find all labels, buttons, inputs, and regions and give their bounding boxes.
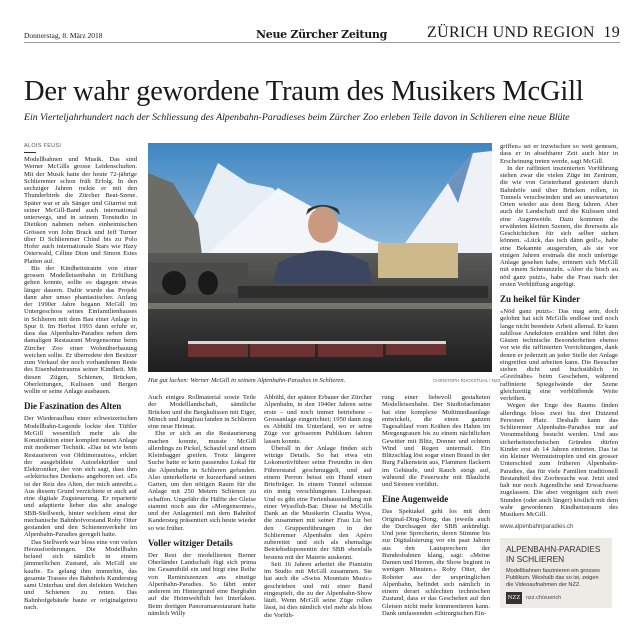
newspaper-logo: Neue Zürcher Zeitung bbox=[256, 28, 387, 41]
paragraph: Der Rest der modellierten Berner Oberländer Landschaft fügt sich prima ins Gesamtbild ein und birgt eine Reihe von Reminiszenzen ans einstige Alpenbahn-Paradies. So fährt unter anderem im Hintergrund eine Bergbahn auf die Heimwehfluh bei Interlaken. Beim dortigen Panoramarestaurant hatte nämlich Willy bbox=[148, 551, 256, 617]
promo-title-line: ALPENBAHN-PARADIES bbox=[506, 543, 601, 554]
issue-date: Donnerstag, 8. März 2018 bbox=[24, 31, 103, 40]
paragraph: Das Stellwerk war bloss eine von vielen Herausforderungen. Die Modellbahn befand sich nämlich in einem jämmerlichen Zustand, als McGill sie kaufte. Es gelang ihm immerhin, das gesamte Trassee des Bahnhofs Kandersteg samt Unterbau und den defekten Weichen und Schienen zu retten. Das Bahnhofgebäude baute er originalgetreu nach. bbox=[24, 538, 137, 611]
byline: ALOIS FEUSI bbox=[24, 143, 62, 149]
paragraph: Das Spektakel geht los mit dem Original-Ding-Dong, das jeweils auch die Durchsagen der SBB ankündigt. Und jene Sprecherin, deren Stimme bis zur Digitalisierung vor ein paar Jahren aus den Lautsprechern der Bundesbahnen klang, sagt: «Meine Damen und Herren, die Show beginnt in wenigen Minuten.» Roby Otter, der Roboter aus der ursprünglichen Alpenbahn, befindet sich nämlich in einem derart schlechten technischen Zustand, dass er das Geschehen auf den Gleisen nicht mehr kommentieren kann. Dank umfassenden «chirurgischen Ein- bbox=[382, 508, 490, 617]
video-promo-box[interactable] bbox=[500, 538, 612, 608]
promo-title-line: IN SCHLIEREN bbox=[506, 553, 565, 564]
paragraph: rung einer liebevoll gestalteten Modelleisenbahn. Der Studiofachmann hat eine komplexe Multimediaanlage entwickelt, die einen ganzen Tagesablauf vom Krähen des Hahns im Morgengrauen bis zu einem nächtlichen Gewitter mit Blitz, Donner und echtem Wind und Regen untermalt. Ein Blitzschlag löst sogar einen Brand in der Burg Falkenstein aus, Flammen flackern im Gebäude, und Rauch steigt auf, während die Feuerwehr mit Blaulicht und Sirenen vorfährt. bbox=[382, 394, 490, 488]
article-column-2 bbox=[148, 394, 256, 617]
subheading: Eine Augenweide bbox=[382, 494, 449, 505]
paragraph: griffen» sei er inzwischen so weit genesen, dass er in absehbarer Zeit auch hier in Erscheinung treten werde, sagt McGill. bbox=[500, 143, 618, 165]
promo-link[interactable]: nzz.ch/zuerich bbox=[526, 594, 562, 601]
article-subtitle: Ein Vierteljahrhundert nach der Schliessung des Alpenbahn-Paradieses beim Zürcher Zoo erleben Teile davon in Schlieren eine neue Blüte bbox=[24, 112, 570, 123]
paragraph: Auch einiges Rollmaterial sowie Teile der Modelllandschaft, sämtliche Brücken und die Bergkulissen mit Eiger, Mönch und Jungfrau fanden in Schlieren eine neue Heimat. bbox=[148, 394, 256, 430]
article-title: Der wahr gewordene Traum des Musikers McGill bbox=[24, 76, 584, 107]
byline-rule bbox=[24, 152, 36, 153]
page-number: 19 bbox=[603, 24, 620, 41]
subheading: Voller witziger Details bbox=[148, 537, 233, 548]
paragraph: Seit 16 Jahren arbeitet die Pianistin im Studio mit McGill zusammen. Sie hat auch die «Swiss Mountain Music» geschrieben und mit einer Band eingespielt, die zu der Alpenbahn-Show läuft. Wenn McGill seine Züge rollen lässt, ist dies nämlich viel mehr als bloss die Vorfüh- bbox=[264, 560, 372, 619]
website-link[interactable]: www.alpenbahnparadies.ch bbox=[500, 524, 574, 531]
paragraph: Modellbahnen und Musik. Das sind Werner McGills grosse Leidenschaften. Mit der Musik hatte der heute 72-jährige Schlieremer schon früh Erfolg. In den sechziger Jahren rockte er mit den Thunderbirds die Zürcher Beat-Szene. Später war er als Sänger und Gitarrist mit seiner McGill-Band auch international unterwegs, und in seinem Tonstudio in Dietikon nahmen neben einheimischen Grössen von John Brack und Jeff Turner über D Schlieremer Chind bis zu Polo Hofer auch internationale Stars wie Hazy Osterwald, Céline Dion und Simon Estes Platten auf. bbox=[24, 156, 137, 265]
promo-text: Modellbahnen faszinieren ein grosses Publikum. Weshalb das so ist, zeigen die Videoaufnahmen der NZZ. bbox=[506, 567, 600, 588]
model-railway-photo bbox=[148, 143, 492, 372]
photo-credit: CHRISTOPH RUCKSTUHL / NZZ bbox=[433, 378, 501, 383]
nzz-logo: NZZ bbox=[506, 592, 522, 604]
section-heading bbox=[427, 24, 620, 42]
article-column-1 bbox=[24, 152, 137, 611]
article-column-3 bbox=[264, 394, 372, 619]
article-column-4 bbox=[382, 394, 490, 617]
paragraph: Ehe er sich an die Restaurierung machen konnte, musste McGill allerdings zu Pickel, Schaufel und einem Kleinbagger greifen. Trotz längerer Suche hatte er kein passendes Lokal für die Alpenbahn in Schlieren gefunden. Also unterkellerte er kurzerhand seinen Garten, um den nötigen Raum für die Anlage mit 250 Metern Schienen zu schaffen. Ungefähr die Hälfte der Gleise stammt noch aus der «Morgensonne», und der Anlagenteil mit dem Bahnhof Kandersteg präsentiert sich heute wieder so wie früher. bbox=[148, 430, 256, 532]
subheading: Die Faszination des Alten bbox=[24, 401, 122, 412]
subheading: Zu heikel für Kinder bbox=[500, 294, 581, 304]
section-name: ZÜRICH UND REGION bbox=[427, 24, 595, 41]
header-divider bbox=[24, 42, 620, 43]
paragraph: Bis der Kindheitstraum von einer grossen Modelleisenbahn in Erfüllung gehen konnte, sollte es dagegen etwas länger dauern. Dafür wurde das Projekt dann aber umso phantastischer. Anfang der 1990er Jahre begann McGill im Untergeschoss seines Einfamilienhauses in Schlieren mit dem Bau einer Anlage in Spur 0. Im Herbst 1993 dann erfuhr er, dass das Alpenbahn-Paradies neben dem damaligen Restaurant Morgensonne beim Zürcher Zoo einer Wohnüberbauung weichen sollte. Er überredete den Besitzer zum Verkauf der noch vorhandenen Reste des Eisenbahntraums seiner Kindheit. Mit diesen Zügen, Schienen, Brücken, Oberleitungen, Kulissen und Bergen wollte er seine Anlage ausbauen. bbox=[24, 264, 137, 395]
paragraph: Wegen der Enge des Raums finden allerdings bloss zwei bis drei Dutzend Personen Platz. Deshalb kann das Schlieremer Alpenbahn-Paradies nur auf Voranmeldung besucht werden. Und aus sicherheitstechnischen Gründen dürfen Kinder erst ab 14 Jahren eintreten. Das ist ein kleiner Wermutstropfen und ein grosser Unterschied zum früheren Alpenbahn-Paradies, das für viele Familien traditionell Bestandteil des Zoobesuchs war. Jetzt sind halt nur noch Jugendliche und Erwachsene zugelassen. Die aber vergnügen sich zwei Stunden (oder auch länger) köstlich mit dem wahr gewordenen Kindheitstraum des Musikers McGill. bbox=[500, 402, 618, 518]
promo-title bbox=[506, 544, 600, 564]
paragraph: In der raffiniert inszenierten Vorführung stehen zwar die vielen Züge im Zentrum, die wie von Geisterhand gesteuert durch Bahnhöfe und über Brücken rollen, in Tunnels verschwinden und an unerwarteten Orten wieder aus dem Berg fahren. Aber auch die Landschaft und die Kulissen sind eine Augenweide. Dazu kommen die erwähnten kleinen Szenen, die ihrerseits als Geschichtchen für sich selber stehen können. «Lück, das isch dänn geil!», habe eine Bekannte ausgerufen, als sie vor einigen Jahren erstmals die noch unfertige Anlage gesehen habe, erinnert sich McGill mit einem Schmunzeln. «Aber du bisch au nöd ganz putzt», habe die Frau nach der ersten Verblüffung angefügt. bbox=[500, 164, 618, 288]
photo-caption: Hat gut lachen: Werner McGill in seinem Alpenbahn-Paradies in Schlieren. bbox=[148, 377, 346, 384]
paragraph: Der Wiederaufbau einer schweizerischen Modellbahn-Legende lockte den Tüftler McGill wesentlich mehr als die Konstruktion einer komplett neuen Anlage mit moderner Technik. «Das ist wie beim Restaurieren von Oldtimerautos», erklärt der ausgebildete Autoelektriker und Elektroniker, der von sich sagt, dass ihm «elektrisches Denken» angeboren sei. «Es ist der Reiz des Alten, der mich antreibt.» Aus diesem Grund verzichtete er auch auf eine digitale Zugsteuerung. Er reparierte und adaptierte lieber das alte analoge SBB-Stellwerk, hinter welchem einst der mechanische Bahnhofvorstand Roby Otter gestanden und den Schienenverkehr im Alpenbahn-Paradies geregelt hatte. bbox=[24, 415, 137, 539]
paragraph: Abbühl, der spätere Erbauer der Zürcher Alpenbahn, in den 1940er Jahren seine erste – und noch immer betriebene – Grossanlage eingerichtet; 1950 dann zog es Abbühl ins Unterland, wo er seine Züge vor grösserem Publikum fahren lassen konnte. bbox=[264, 394, 372, 445]
article-column-5 bbox=[500, 143, 618, 608]
paragraph: «Nöd ganz putzt»: Das mag sein, doch gelohnt hat sich McGills endlose und noch lange nicht beendete Arbeit allemal. Er kann zahllose Anekdoten erzählen und führt den Gästen technische Besonderheiten ebenso vor wie die raffinierten Vorrichtungen, dank denen er jederzeit an jeder Stelle der Anlage eingreifen und arbeiten kann. Die Besucher stehen dicht und buchstäblich in «Greifnähe» beim Geschehen, während raffinierte Spiegelwände der Szene gleichzeitig eine verblüffende Weite verleihen. bbox=[500, 308, 618, 402]
article-photo bbox=[148, 143, 492, 372]
paragraph: Überall in der Anlage finden sich witzige Details. So hat etwa ein Lokomotivführer seine Freundin in den Führerstand geschmuggelt, und auf einem Perron beisst ein Hund einen Briefträger. In einem Tunnel schmust ein innig verschlungenes Liebespaar. Und es gibt eine Ferienhaussiedlung mit einer Wyssfluh-Bar. Diese ist McGills Dank an die Musikerin Claudia Wyss, die zusammen mit seiner Frau Liz bei den Gruppenführungen in der Schlieremer Alpenbahn den Apéro zubereitet und sich als ehemalige Betriebsdisponentin der SBB ebenfalls bestens mit der Materie auskennt. bbox=[264, 444, 372, 561]
